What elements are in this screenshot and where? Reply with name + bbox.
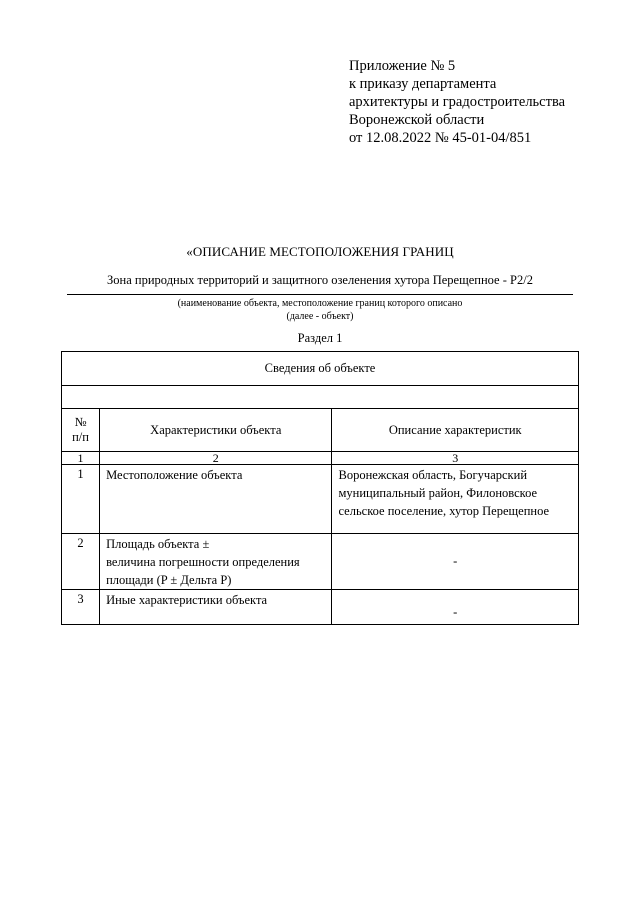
column-header-num-line: № [74,415,87,429]
row-characteristic-line: площади (P ± Дельта P) [106,573,232,587]
row-characteristic [100,534,332,590]
column-header-num [62,409,100,452]
column-header-description: Описание характеристик [332,409,579,452]
column-number: 2 [100,452,332,465]
document-title: «ОПИСАНИЕ МЕСТОПОЛОЖЕНИЯ ГРАНИЦ [186,244,454,259]
appendix-reference [349,57,565,147]
table-column-numbers-row [62,452,579,465]
table-empty-row [62,386,579,409]
row-description-line: муниципальный район, Филоновское [338,486,538,500]
table-row [62,590,579,625]
row-description: - [332,590,579,625]
table-header-row [62,409,579,452]
appendix-line: Воронежской области [349,112,485,128]
row-description: - [332,534,579,590]
table-empty-cell [62,386,579,409]
row-number: 2 [62,534,100,590]
table-heading-row [62,352,579,386]
table-heading: Сведения об объекте [62,352,579,386]
appendix-line: от 12.08.2022 № 45-01-04/851 [349,130,532,146]
row-characteristic [100,465,332,534]
column-number: 3 [332,452,579,465]
row-characteristic-line: Местоположение объекта [106,468,243,482]
row-description-line: Воронежская область, Богучарский [338,468,528,482]
caption-line: (далее - объект) [286,311,354,322]
object-name-underline [67,294,573,295]
row-number: 1 [62,465,100,534]
appendix-line: архитектуры и градостроительства [349,94,566,110]
row-characteristic [100,590,332,625]
column-header-characteristics: Характеристики объекта [100,409,332,452]
column-header-num-line: п/п [72,430,89,444]
row-characteristic-line: Иные характеристики объекта [106,593,268,607]
object-name-caption [0,297,640,323]
row-description [332,465,579,534]
row-description-line: сельское поселение, хутор Перещепное [338,504,550,518]
appendix-line: к приказу департамента [349,76,497,92]
object-info-table [61,351,579,625]
appendix-line: Приложение № 5 [349,58,456,74]
row-characteristic-line: величина погрешности определения [106,555,300,569]
object-name: Зона природных территорий и защитного озеленения хутора Перещепное - Р2/2 [107,273,533,287]
row-characteristic-line: Площадь объекта ± [106,537,210,551]
table-row [62,534,579,590]
table-row [62,465,579,534]
row-number: 3 [62,590,100,625]
caption-line: (наименование объекта, местоположение границ которого описано [177,298,463,309]
column-number: 1 [62,452,100,465]
section-title: Раздел 1 [297,331,343,345]
